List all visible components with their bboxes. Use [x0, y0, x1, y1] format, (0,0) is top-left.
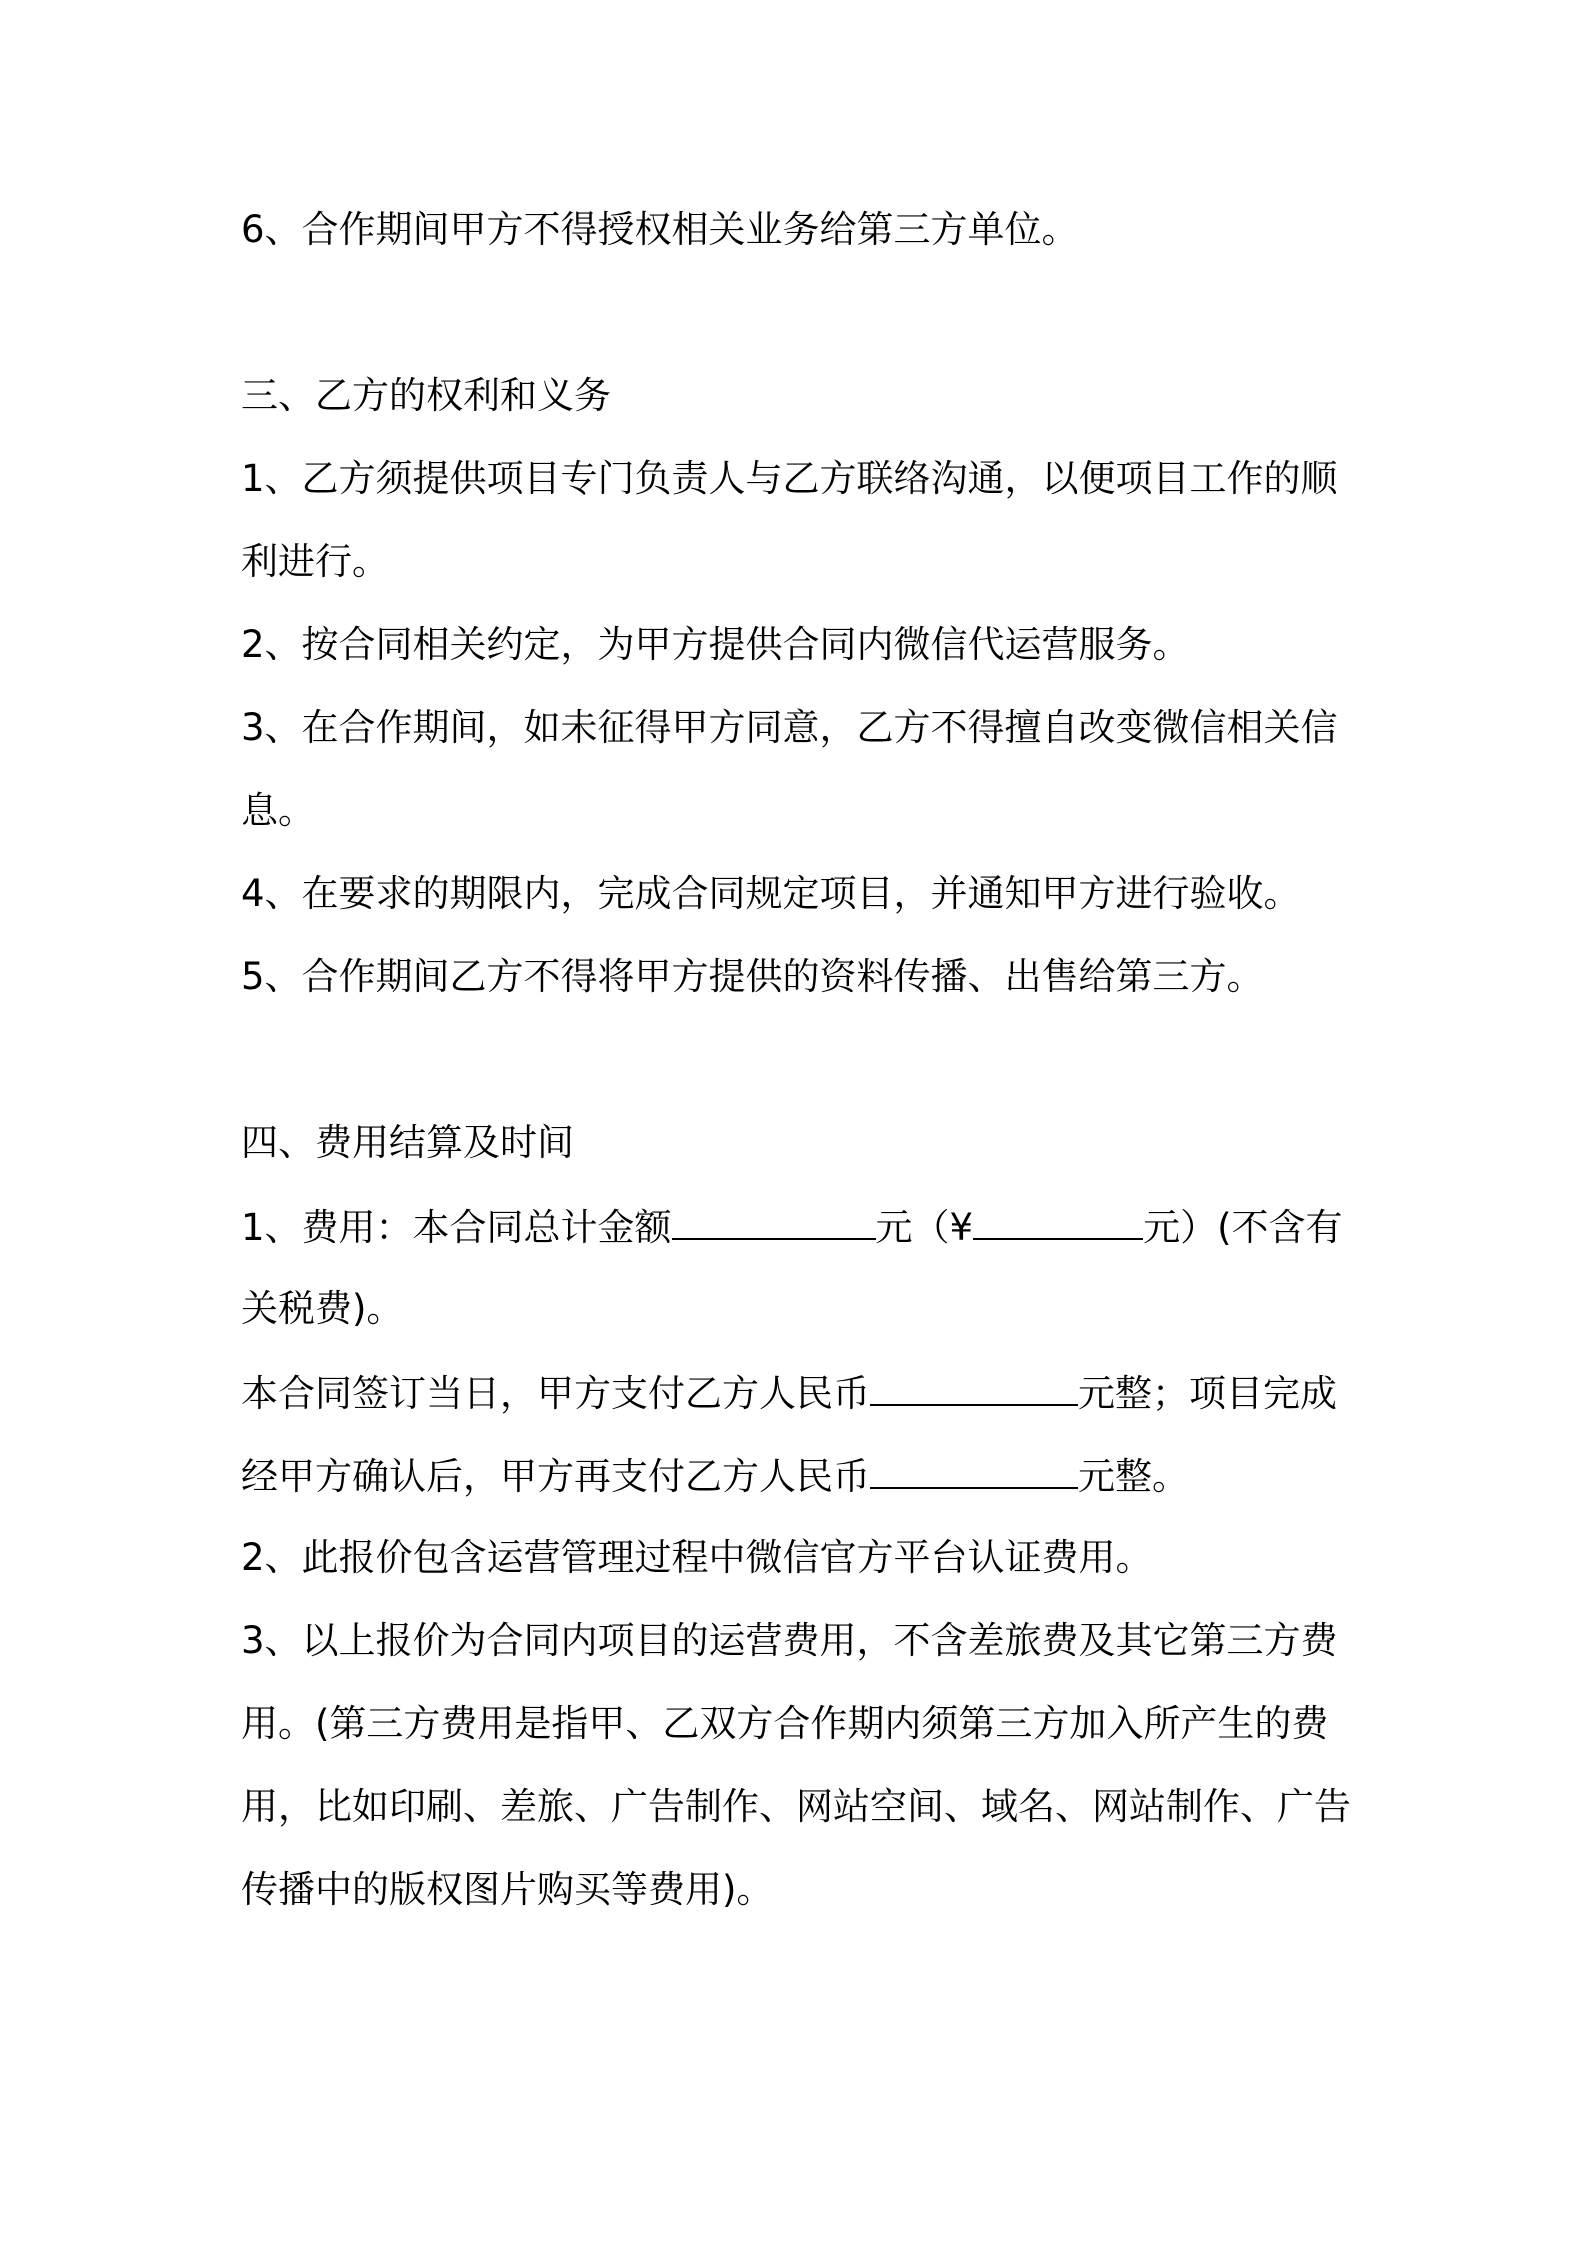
section-3-clause-3-line-1: 3、在合作期间，如未征得甲方同意，乙方不得擅自改变微信相关信: [241, 706, 1338, 749]
section-4-clause-1-line-1: [241, 1200, 1361, 1254]
section-4-heading: 四、费用结算及时间: [241, 1121, 574, 1164]
payment-second-label: 经甲方确认后，甲方再支付乙方人民币: [241, 1455, 870, 1498]
payment-first-blank: [870, 1366, 1078, 1406]
fee-total-blank: [672, 1200, 876, 1240]
fee-yuan-symbol-text: 元（¥: [875, 1206, 974, 1249]
section-3-clause-3-line-2: 息。: [241, 789, 315, 832]
section-4-clause-3-line-1: 3、以上报价为合同内项目的运营费用，不含差旅费及其它第三方费: [241, 1619, 1338, 1662]
section-3-heading: 三、乙方的权利和义务: [241, 374, 611, 417]
section-3-clause-2-line: 2、按合同相关约定，为甲方提供合同内微信代运营服务。: [241, 623, 1190, 666]
payment-first-line: [241, 1366, 1361, 1420]
payment-first-suffix: 元整；项目完成: [1078, 1372, 1337, 1415]
section-3-clause-4-line: 4、在要求的期限内，完成合同规定项目，并通知甲方进行验收。: [241, 872, 1301, 915]
section-4-clause-3-line-3: 用，比如印刷、差旅、广告制作、网站空间、域名、网站制作、广告: [241, 1785, 1351, 1828]
fee-total-rmb-blank: [973, 1200, 1143, 1240]
section-4-clause-3-line-2: 用。(第三方费用是指甲、乙双方合作期内须第三方加入所产生的费: [241, 1702, 1329, 1745]
fee-total-label: 1、费用：本合同总计金额: [241, 1206, 672, 1249]
section-4-clause-2-line: 2、此报价包含运营管理过程中微信官方平台认证费用。: [241, 1536, 1153, 1579]
section-4-clause-3-line-4: 传播中的版权图片购买等费用)。: [241, 1868, 774, 1911]
section-3-clause-1-line-2: 利进行。: [241, 540, 389, 583]
payment-first-label: 本合同签订当日，甲方支付乙方人民币: [241, 1372, 870, 1415]
payment-second-line: [241, 1449, 1361, 1503]
clause-6-line: 6、合作期间甲方不得授权相关业务给第三方单位。: [241, 208, 1079, 251]
section-3-clause-5-line: 5、合作期间乙方不得将甲方提供的资料传播、出售给第三方。: [241, 955, 1264, 998]
payment-second-suffix: 元整。: [1078, 1455, 1189, 1498]
section-4-clause-1-line-2: 关税费)。: [241, 1287, 404, 1330]
fee-tax-note-text: 元）(不含有: [1143, 1206, 1343, 1249]
section-3-clause-1-line-1: 1、乙方须提供项目专门负责人与乙方联络沟通，以便项目工作的顺: [241, 457, 1338, 500]
payment-second-blank: [870, 1449, 1078, 1489]
